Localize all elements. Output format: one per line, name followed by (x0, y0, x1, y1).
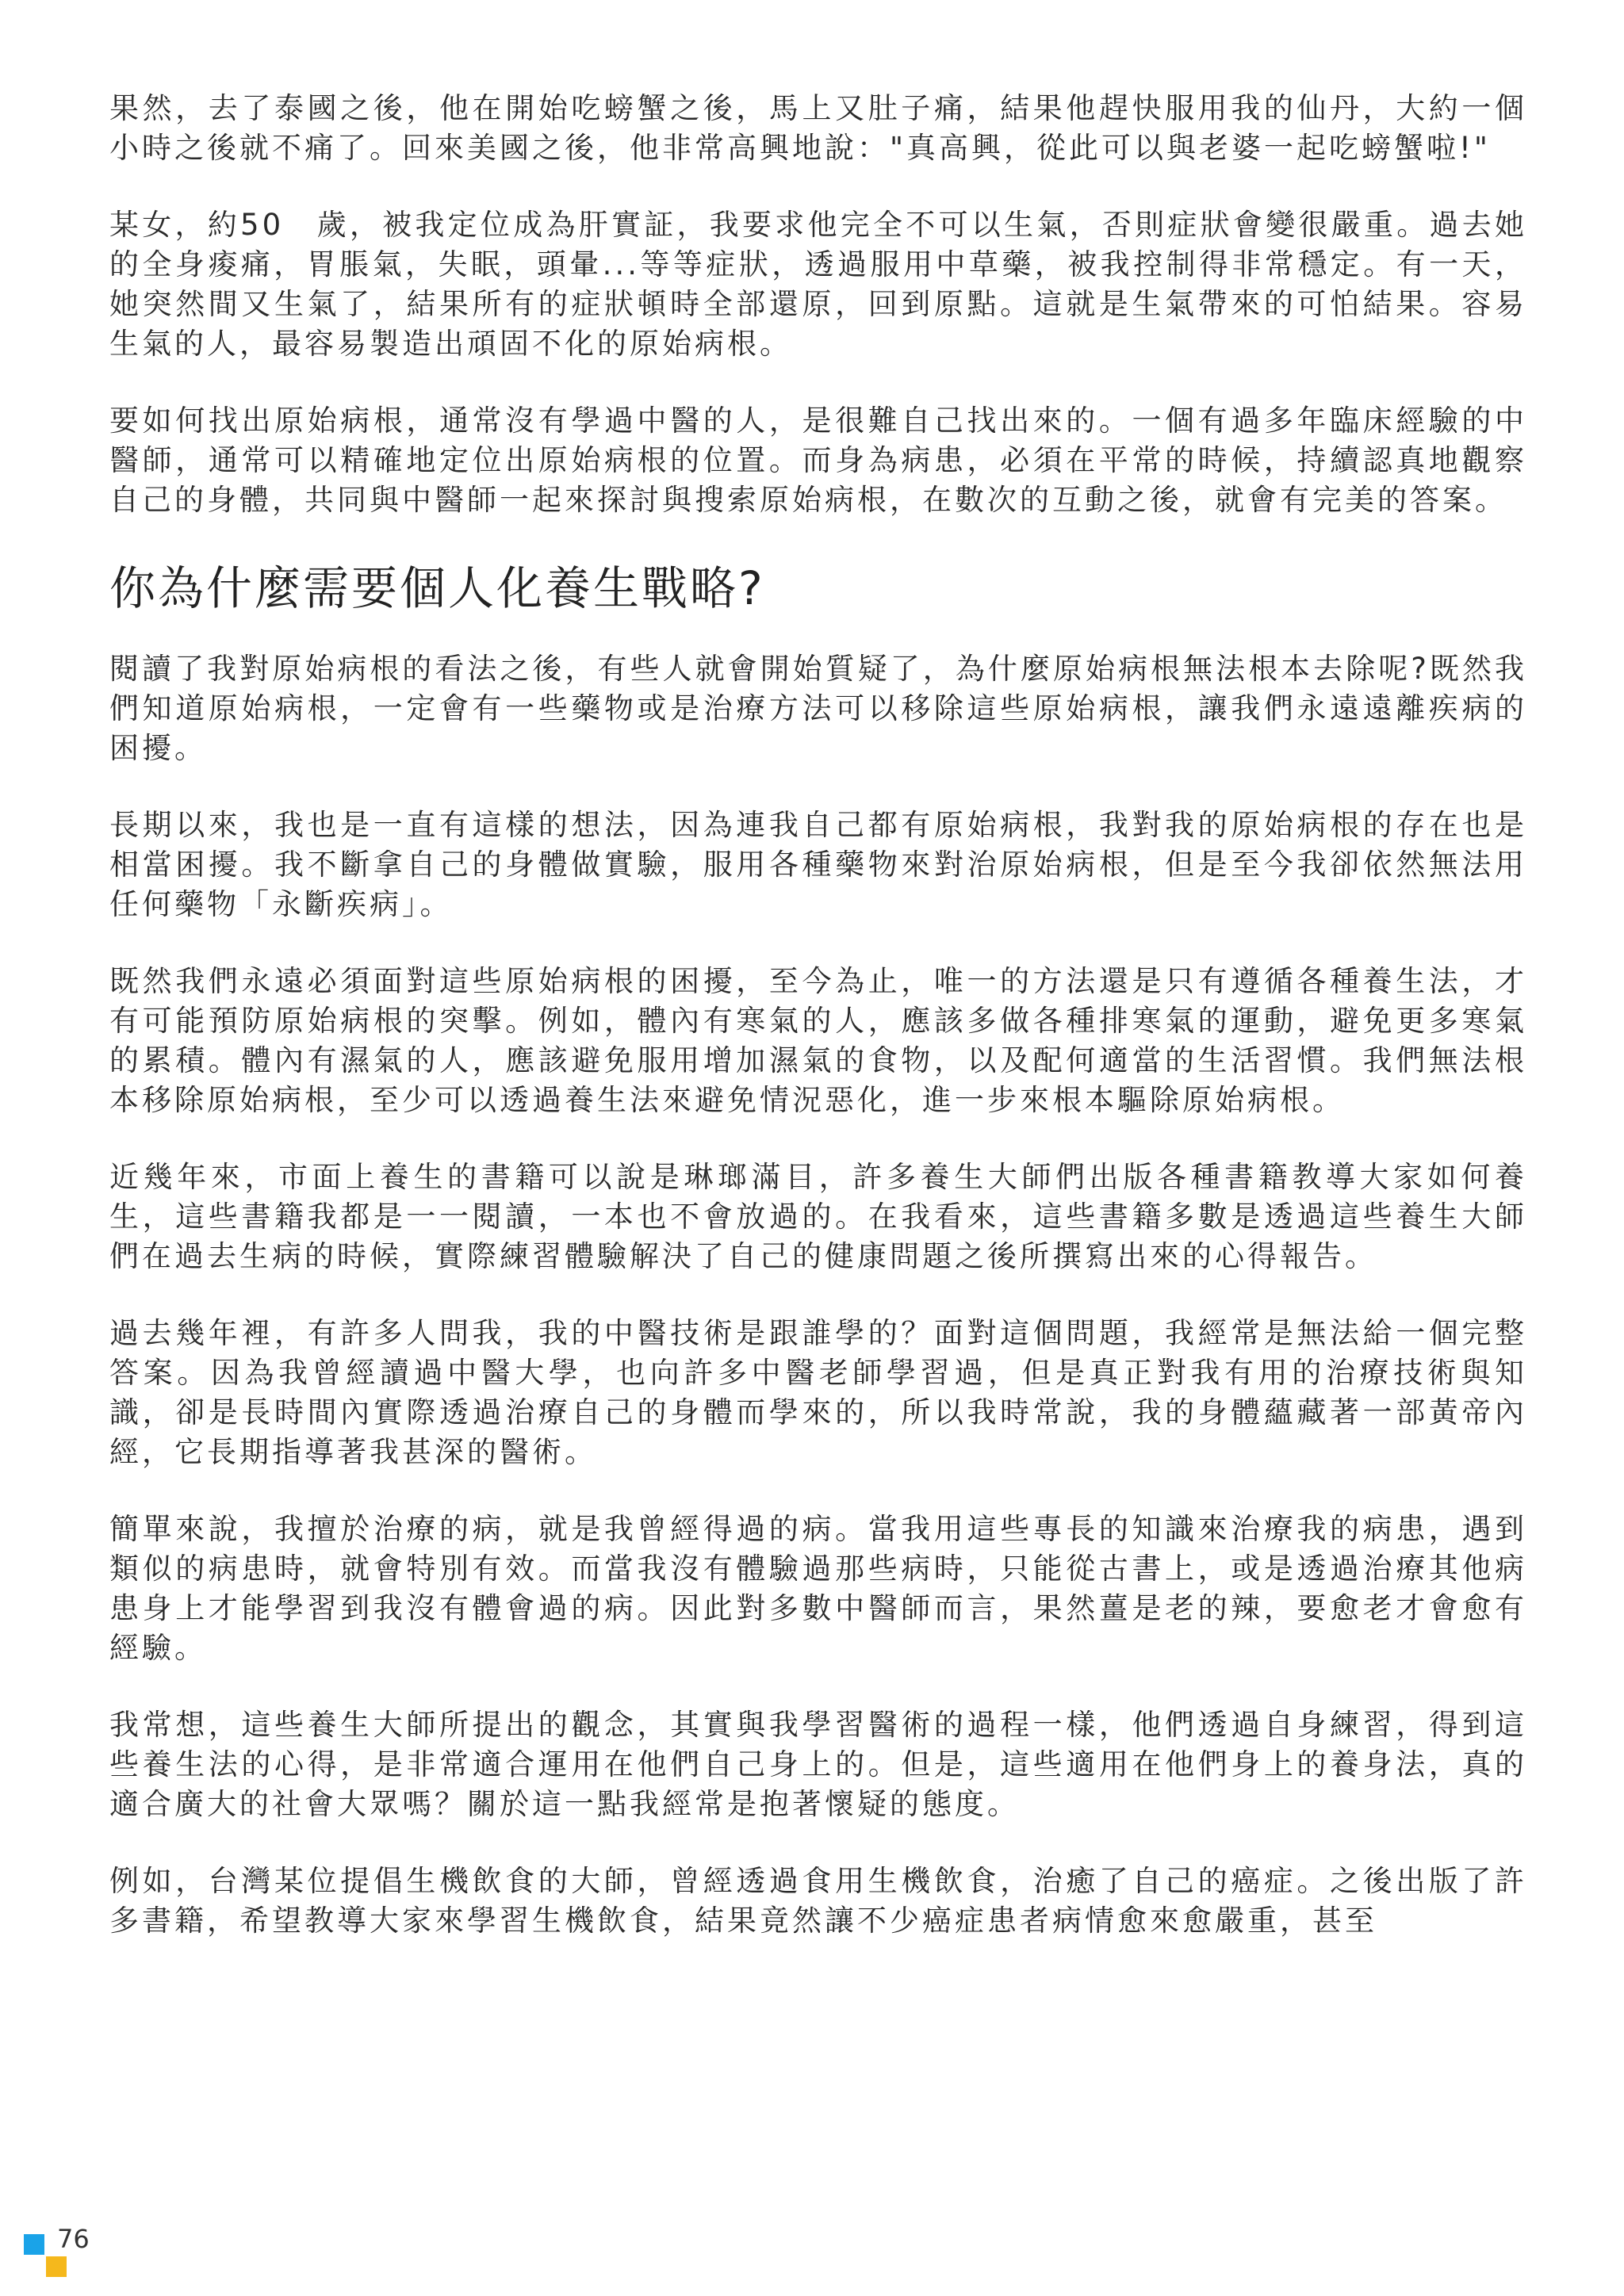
paragraph-liver-case: 某女，約50 歲，被我定位成為肝實証，我要求他完全不可以生氣，否則症狀會變很嚴重。過去她的全身痠痛，胃脹氣，失眠，頭暈...等等症狀，透過服用中草藥，被我控制得非常穩定。有一天，她突然間又生氣了，結果所有的症狀頓時全部還原，回到原點。這就是生氣帶來的可怕結果。容易生氣的人，最容易製造出頑固不化的原始病根。 (109, 208, 1527, 361)
blue-square-icon (24, 2234, 44, 2255)
paragraph-long-term-thought: 長期以來，我也是一直有這樣的想法，因為連我自己都有原始病根，我對我的原始病根的存在也是相當困擾。我不斷拿自己的身體做實驗，服用各種藥物來對治原始病根，但是至今我卻依然無法用任何藥物「永斷疾病」。 (109, 808, 1527, 921)
paragraph-follow-health-methods: 既然我們永遠必須面對這些原始病根的困擾，至今為止，唯一的方法還是只有遵循各種養生法，才有可能預防原始病根的突擊。例如，體內有寒氣的人，應該多做各種排寒氣的運動，避免更多寒氣的累積。體內有濕氣的人，應該避免服用增加濕氣的食物，以及配何適當的生活習慣。我們無法根本移除原始病根，至少可以透過養生法來避免情況惡化，進一步來根本驅除原始病根。 (109, 964, 1527, 1117)
paragraph-treat-own-illness: 簡單來說，我擅於治療的病，就是我曾經得過的病。當我用這些專長的知識來治療我的病患，遇到類似的病患時，就會特別有效。而當我沒有體驗過那些病時，只能從古書上，或是透過治療其他病患身上才能學習到我沒有體會過的病。因此對多數中醫師而言，果然薑是老的辣，要愈老才會愈有經驗。 (109, 1512, 1527, 1665)
paragraph-raw-food-example: 例如，台灣某位提倡生機飲食的大師，曾經透過食用生機飲食，治癒了自己的癌症。之後出版了許多書籍，希望教導大家來學習生機飲食，結果竟然讓不少癌症患者病情愈來愈嚴重，甚至 (109, 1864, 1527, 1938)
yellow-square-icon (46, 2256, 67, 2277)
section-heading: 你為什麼需要個人化養生戰略? (109, 561, 765, 615)
paragraph-masters-concepts: 我常想，這些養生大師所提出的觀念，其實與我學習醫術的過程一樣，他們透過自身練習，得到這些養生法的心得，是非常適合運用在他們自己身上的。但是，這些適用在他們身上的養身法，真的適合廣大的社會大眾嗎？關於這一點我經常是抱著懷疑的態度。 (109, 1708, 1527, 1821)
paragraph-question-root-cause: 閱讀了我對原始病根的看法之後，有些人就會開始質疑了，為什麼原始病根無法根本去除呢?既然我們知道原始病根，一定會有一些藥物或是治療方法可以移除這些原始病根，讓我們永遠遠離疾病的困擾。 (109, 652, 1527, 765)
page-body (109, 89, 1527, 1978)
paragraph-crab-story: 果然，去了泰國之後，他在開始吃螃蟹之後，馬上又肚子痛，結果他趕快服用我的仙丹，大約一個小時之後就不痛了。回來美國之後，他非常高興地說："真高興，從此可以與老婆一起吃螃蟹啦!" (109, 91, 1527, 165)
paragraph-health-books: 近幾年來，市面上養生的書籍可以說是琳瑯滿目，許多養生大師們出版各種書籍教導大家如何養生，這些書籍我都是一一閱讀，一本也不會放過的。在我看來，這些書籍多數是透過這些養生大師們在過去生病的時候，實際練習體驗解決了自己的健康問題之後所撰寫出來的心得報告。 (109, 1160, 1527, 1273)
paragraph-learning-tcm: 過去幾年裡，有許多人問我，我的中醫技術是跟誰學的？面對這個問題，我經常是無法給一個完整答案。因為我曾經讀過中醫大學，也向許多中醫老師學習過，但是真正對我有用的治療技術與知識，卻是長時間內實際透過治療自己的身體而學來的，所以我時常說，我的身體蘊藏著一部黃帝內經，它長期指導著我甚深的醫術。 (109, 1316, 1527, 1469)
page-number: 76 (57, 2224, 90, 2254)
paragraph-find-root-cause: 要如何找出原始病根，通常沒有學過中醫的人，是很難自己找出來的。一個有過多年臨床經驗的中醫師，通常可以精確地定位出原始病根的位置。而身為病患，必須在平常的時候，持續認真地觀察自己的身體，共同與中醫師一起來探討與搜索原始病根，在數次的互動之後，就會有完美的答案。 (109, 404, 1527, 517)
